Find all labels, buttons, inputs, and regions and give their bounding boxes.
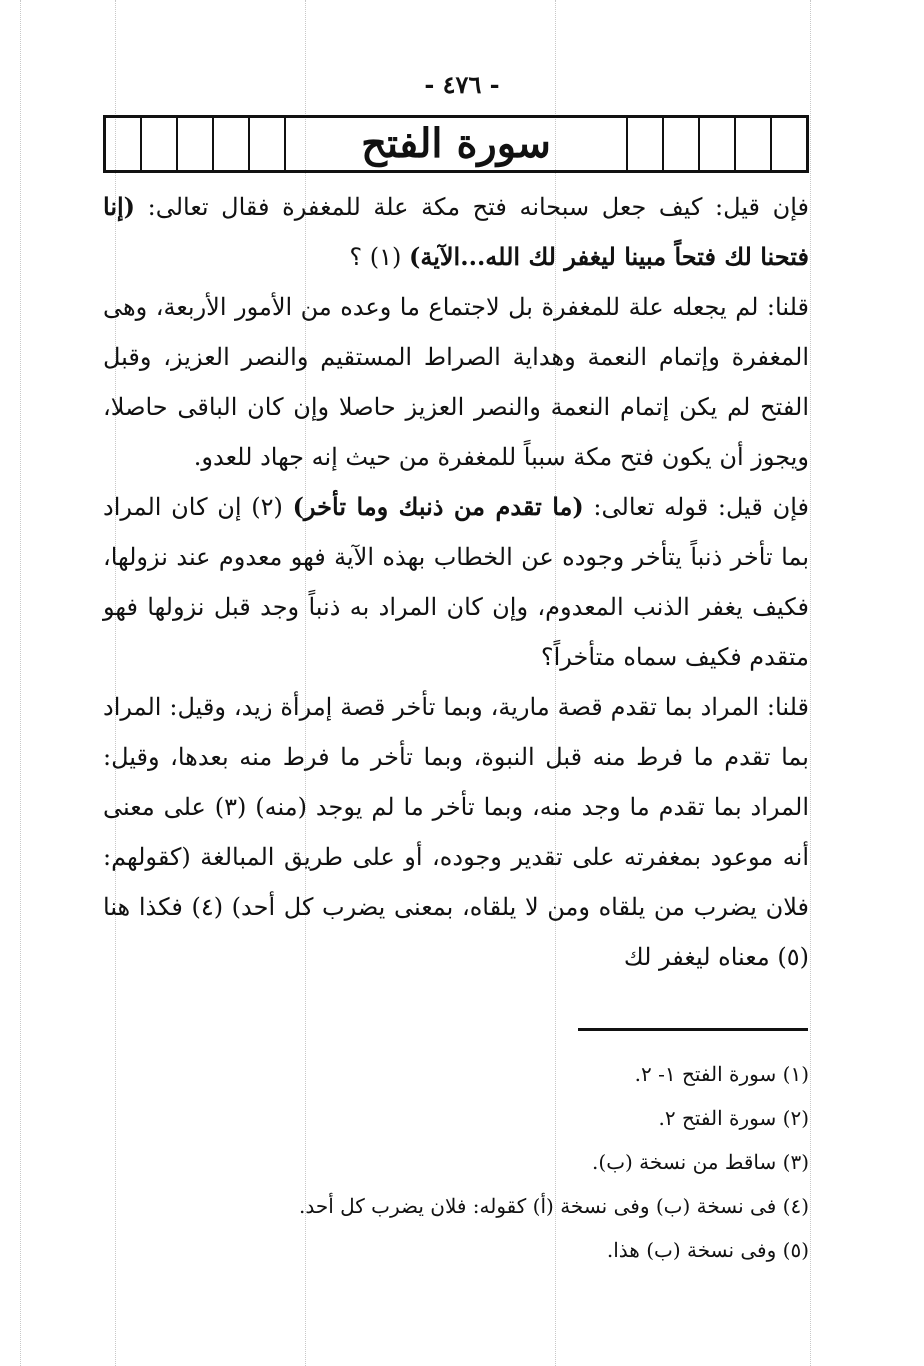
quran-quote: (إنا فتحنا لك فتحاً مبينا ليغفر لك الله...الآية): [103, 192, 809, 271]
paragraph-text: (٢) إن كان المراد بما تأخر ذنباً يتأخر وجوده عن الخطاب بهذه الآية فهو معدوم عند نزولها، فكيف يغفر الذنب المعدوم، وإن كان المراد به ذنباً وجد قبل نزولها فهو متقدم فكيف سماه متأخراً؟: [103, 493, 809, 671]
paragraph-text: فإن قيل: قوله تعالى:: [583, 493, 809, 521]
footnote-divider: [578, 1028, 808, 1031]
paragraph-question-2: [103, 482, 809, 682]
footnote-item: (٥) وفى نسخة (ب) هذا.: [606, 1238, 809, 1262]
footnote-item: (١) سورة الفتح ١- ٢.: [634, 1062, 809, 1086]
scan-artifact-line: [810, 0, 811, 1366]
paragraph-text: فإن قيل: كيف جعل سبحانه فتح مكة علة للمغفرة فقال تعالى:: [135, 193, 809, 221]
footnote-item: (٢) سورة الفتح ٢.: [658, 1106, 809, 1130]
footnote-item: (٣) ساقط من نسخة (ب).: [592, 1150, 809, 1174]
scan-artifact-line: [20, 0, 21, 1366]
quran-quote: (ما تقدم من ذنبك وما تأخر): [292, 492, 584, 521]
paragraph-answer-2: قلنا: المراد بما تقدم قصة مارية، وبما تأخر قصة إمرأة زيد، وقيل: المراد بما تقدم ما فرط منه قبل النبوة، وبما تأخر ما فرط منه بعدها، وقيل: المراد بما تقدم ما وجد منه، وبما تأخر ما لم يوجد (منه) (٣) على معنى أنه موعود بمغفرته على تقدير وجوده، أو على طريق المبالغة (كقولهم: فلان يضرب من يلقاه ومن لا يلقاه، بمعنى يضرب كل أحد) (٤) فكذا هنا (٥) معناه ليغفر لك: [103, 693, 809, 971]
paragraph-text: (١) ؟: [349, 243, 409, 271]
footnotes: [103, 1052, 809, 1272]
paragraph-answer-1: قلنا: لم يجعله علة للمغفرة بل لاجتماع ما وعده من الأمور الأربعة، وهى المغفرة وإتمام النعمة وهداية الصراط المستقيم والنصر العزيز، وقبل الفتح لم يكن إتمام النعمة والنصر العزيز حاصلا وإن كان الباقى حاصلا، ويجوز أن يكون فتح مكة سبباً للمغفرة من حيث إنه جهاد للعدو.: [103, 293, 809, 471]
chapter-title-box: [103, 115, 809, 173]
title-decoration-left: [106, 118, 286, 170]
main-text: [103, 182, 809, 982]
chapter-title: سورة الفتح: [361, 120, 551, 167]
paragraph-question-1: [103, 182, 809, 282]
page-number: - ٤٧٦ -: [424, 70, 500, 99]
footnote-item: (٤) فى نسخة (ب) وفى نسخة (أ) كقوله: فلان يضرب كل أحد.: [298, 1194, 809, 1218]
title-decoration-right: [626, 118, 806, 170]
